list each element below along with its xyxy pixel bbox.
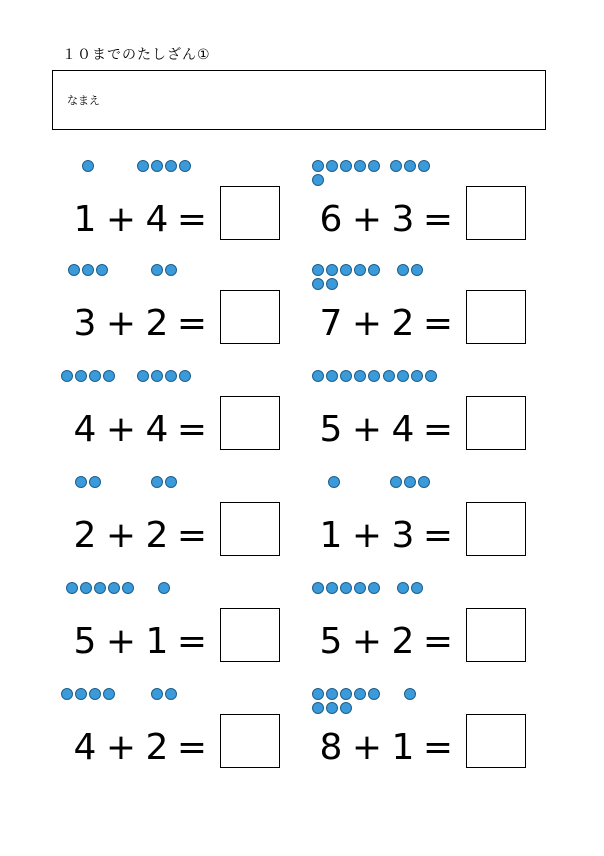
plus-sign: + [351, 727, 383, 768]
counting-dot [312, 702, 324, 714]
counting-dot [158, 582, 170, 594]
counting-dot [326, 702, 338, 714]
answer-box[interactable] [466, 502, 526, 556]
counting-dot [397, 264, 409, 276]
counting-dot [179, 160, 191, 172]
counting-dot [80, 582, 92, 594]
addend-a: 3 [73, 303, 97, 344]
addend-a: 2 [73, 515, 97, 556]
counting-dot [82, 160, 94, 172]
counting-dot [312, 174, 324, 186]
plus-sign: + [105, 303, 137, 344]
addend-b: 2 [391, 621, 415, 662]
counting-dots-a [58, 160, 118, 172]
counting-dot [368, 582, 380, 594]
counting-dot [411, 582, 423, 594]
counting-dot [354, 370, 366, 382]
counting-dot [383, 370, 395, 382]
counting-dot [103, 688, 115, 700]
counting-dot [328, 476, 340, 488]
counting-dot [354, 688, 366, 700]
counting-dots-a [312, 264, 380, 290]
answer-box[interactable] [466, 290, 526, 344]
counting-dot [89, 688, 101, 700]
counting-dot [368, 264, 380, 276]
equation [72, 200, 214, 240]
counting-dot [137, 160, 149, 172]
equation [318, 304, 460, 344]
equation [318, 728, 460, 768]
plus-sign: + [105, 199, 137, 240]
equation [72, 728, 214, 768]
counting-dot [404, 688, 416, 700]
counting-dot [66, 582, 78, 594]
counting-dot [425, 370, 437, 382]
plus-sign: + [351, 621, 383, 662]
counting-dot [326, 582, 338, 594]
equals-sign: = [176, 409, 208, 450]
counting-dot [165, 688, 177, 700]
equals-sign: = [422, 199, 454, 240]
counting-dot [404, 476, 416, 488]
equals-sign: = [422, 727, 454, 768]
addend-b: 1 [391, 727, 415, 768]
counting-dot [418, 160, 430, 172]
counting-dots-b [380, 370, 440, 382]
counting-dots-a [304, 476, 364, 488]
counting-dot [165, 160, 177, 172]
equals-sign: = [176, 727, 208, 768]
addend-b: 3 [391, 515, 415, 556]
counting-dot [89, 476, 101, 488]
worksheet-title: １０までのたしざん① [62, 47, 211, 63]
counting-dots-a [58, 476, 118, 488]
equation [72, 622, 214, 662]
addend-b: 2 [145, 727, 169, 768]
counting-dot [103, 370, 115, 382]
counting-dot [368, 160, 380, 172]
counting-dot [312, 264, 324, 276]
counting-dot [340, 688, 352, 700]
answer-box[interactable] [466, 608, 526, 662]
counting-dots-a [312, 582, 380, 594]
counting-dot [404, 160, 416, 172]
counting-dot [354, 582, 366, 594]
counting-dot [340, 264, 352, 276]
counting-dot [340, 160, 352, 172]
counting-dot [312, 582, 324, 594]
counting-dot [165, 264, 177, 276]
addend-b: 2 [145, 515, 169, 556]
counting-dot [165, 476, 177, 488]
counting-dots-b [134, 688, 194, 700]
equation [318, 410, 460, 450]
counting-dot [61, 370, 73, 382]
counting-dot [340, 582, 352, 594]
equation [72, 516, 214, 556]
counting-dot [82, 264, 94, 276]
equals-sign: = [422, 621, 454, 662]
plus-sign: + [351, 199, 383, 240]
counting-dots-a [58, 370, 118, 382]
addend-a: 1 [73, 199, 97, 240]
counting-dot [397, 582, 409, 594]
addend-a: 5 [319, 409, 343, 450]
counting-dot [151, 476, 163, 488]
counting-dot [151, 264, 163, 276]
counting-dot [151, 160, 163, 172]
counting-dot [326, 370, 338, 382]
counting-dot [75, 688, 87, 700]
counting-dots-a [312, 688, 380, 714]
counting-dot [354, 160, 366, 172]
counting-dots-b [134, 160, 194, 172]
counting-dots-b [380, 476, 440, 488]
addend-b: 4 [145, 409, 169, 450]
counting-dot [108, 582, 120, 594]
counting-dot [390, 476, 402, 488]
counting-dot [354, 264, 366, 276]
addend-a: 1 [319, 515, 343, 556]
answer-box[interactable] [220, 396, 280, 450]
counting-dot [312, 278, 324, 290]
answer-box[interactable] [466, 714, 526, 768]
counting-dot [151, 688, 163, 700]
counting-dots-a [312, 160, 380, 186]
equals-sign: = [176, 515, 208, 556]
plus-sign: + [105, 727, 137, 768]
addend-b: 3 [391, 199, 415, 240]
name-label: なまえ [67, 94, 100, 107]
addend-a: 7 [319, 303, 343, 344]
addend-a: 4 [73, 409, 97, 450]
equals-sign: = [422, 515, 454, 556]
counting-dot [326, 160, 338, 172]
counting-dot [122, 582, 134, 594]
answer-box[interactable] [466, 396, 526, 450]
counting-dot [368, 370, 380, 382]
counting-dot [165, 370, 177, 382]
counting-dot [137, 370, 149, 382]
equals-sign: = [176, 621, 208, 662]
addend-a: 6 [319, 199, 343, 240]
counting-dot [368, 688, 380, 700]
equation [318, 622, 460, 662]
counting-dot [418, 476, 430, 488]
addend-a: 5 [73, 621, 97, 662]
counting-dot [151, 370, 163, 382]
counting-dots-b [134, 370, 194, 382]
equals-sign: = [422, 409, 454, 450]
counting-dot [340, 370, 352, 382]
equation [72, 410, 214, 450]
counting-dot [326, 278, 338, 290]
counting-dot [75, 370, 87, 382]
answer-box[interactable] [220, 502, 280, 556]
counting-dot [61, 688, 73, 700]
answer-box[interactable] [220, 290, 280, 344]
counting-dots-a [58, 688, 118, 700]
answer-box[interactable] [220, 608, 280, 662]
counting-dots-b [380, 582, 440, 594]
addend-a: 5 [319, 621, 343, 662]
addend-b: 2 [391, 303, 415, 344]
equals-sign: = [176, 199, 208, 240]
counting-dots-b [380, 688, 440, 700]
counting-dot [411, 370, 423, 382]
addend-b: 4 [391, 409, 415, 450]
counting-dots-a [312, 370, 380, 382]
answer-box[interactable] [466, 186, 526, 240]
equation [72, 304, 214, 344]
addend-a: 8 [319, 727, 343, 768]
counting-dot [68, 264, 80, 276]
counting-dot [89, 370, 101, 382]
counting-dots-b [380, 264, 440, 276]
counting-dots-b [134, 582, 194, 594]
counting-dot [340, 702, 352, 714]
counting-dots-b [134, 476, 194, 488]
plus-sign: + [105, 409, 137, 450]
plus-sign: + [105, 515, 137, 556]
addend-b: 1 [145, 621, 169, 662]
counting-dot [397, 370, 409, 382]
counting-dot [326, 264, 338, 276]
counting-dot [312, 160, 324, 172]
equation [318, 516, 460, 556]
answer-box[interactable] [220, 714, 280, 768]
addend-b: 2 [145, 303, 169, 344]
counting-dots-a [58, 264, 118, 276]
counting-dot [96, 264, 108, 276]
addend-b: 4 [145, 199, 169, 240]
counting-dot [312, 688, 324, 700]
name-field[interactable] [52, 70, 546, 130]
counting-dot [390, 160, 402, 172]
equation [318, 200, 460, 240]
answer-box[interactable] [220, 186, 280, 240]
counting-dot [326, 688, 338, 700]
counting-dots-a [66, 582, 134, 594]
addend-a: 4 [73, 727, 97, 768]
plus-sign: + [351, 409, 383, 450]
counting-dot [94, 582, 106, 594]
counting-dots-b [134, 264, 194, 276]
counting-dot [75, 476, 87, 488]
plus-sign: + [351, 515, 383, 556]
counting-dot [179, 370, 191, 382]
counting-dot [312, 370, 324, 382]
plus-sign: + [105, 621, 137, 662]
plus-sign: + [351, 303, 383, 344]
counting-dot [411, 264, 423, 276]
equals-sign: = [422, 303, 454, 344]
counting-dots-b [380, 160, 440, 172]
equals-sign: = [176, 303, 208, 344]
